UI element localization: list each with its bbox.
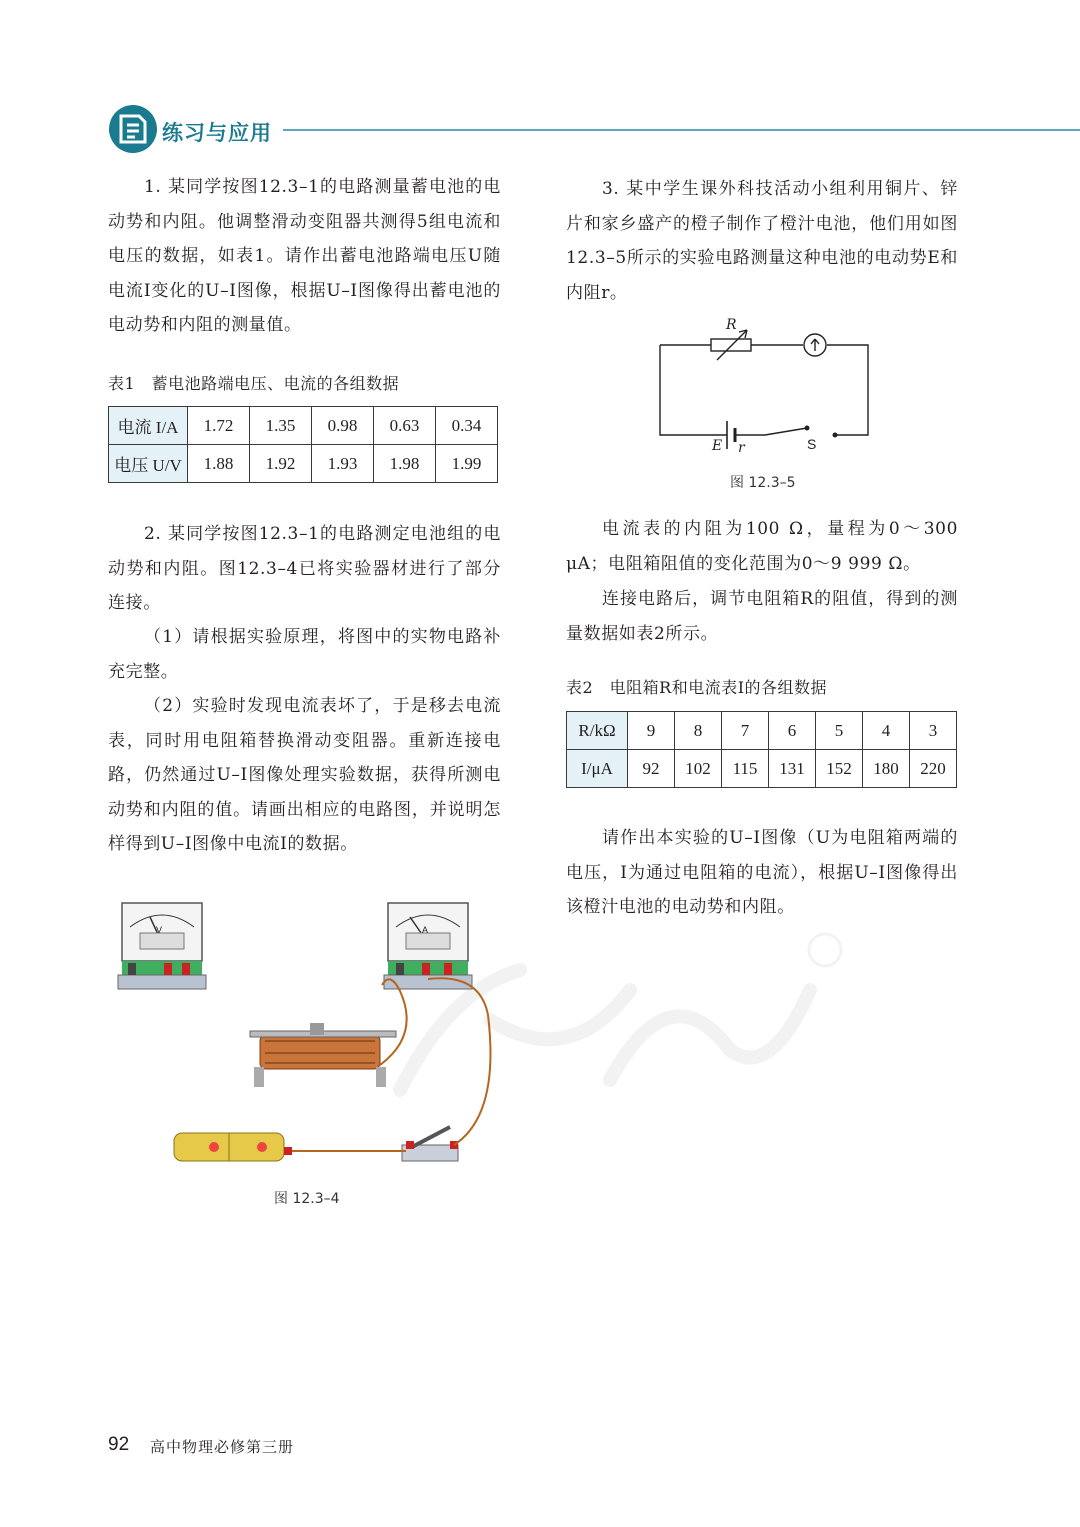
fig-12-3-4-caption: 图 12.3–4	[274, 1191, 340, 1207]
table-cell: 0.63	[374, 407, 436, 445]
table-cell: 3	[910, 712, 957, 750]
q3-text: 3. 某中学生课外科技活动小组利用铜片、锌片和家乡盛产的橙子制作了橙汁电池，他们用如图12.3–5所示的实验电路测量这种电池的电动势E和内阻r。	[566, 179, 958, 303]
book-title: 高中物理必修第三册	[150, 1438, 295, 1456]
q2-part2: （2）实验时发现电流表坏了，于是移去电流表，同时用电阻箱替换滑动变阻器。重新连接电路，仍然通过U–I图像处理实验数据，获得所测电动势和内阻的值。请画出相应的电路图，并说明怎样得到U–I图像中电流I的数据。	[108, 696, 501, 854]
table-cell: 152	[816, 750, 863, 788]
q2-text: 2. 某同学按图12.3–1的电路测定电池组的电动势和内阻。图12.3–4已将实验器材进行了部分连接。	[108, 524, 501, 613]
table-cell: 131	[769, 750, 816, 788]
circuit-label-r: r	[738, 440, 745, 456]
row-header: 电压 U/V	[109, 445, 188, 483]
header-rule	[283, 129, 1080, 131]
circuit-label-R: R	[726, 317, 737, 333]
table-cell: 1.88	[188, 445, 250, 483]
circuit-label-S: S	[807, 436, 817, 452]
table2-caption: 表2 电阻箱R和电流表I的各组数据	[566, 678, 828, 697]
table-row	[567, 712, 957, 750]
table-cell: 4	[863, 712, 910, 750]
table-cell: 7	[722, 712, 769, 750]
row-header: I/μA	[567, 750, 628, 788]
table-cell: 1.99	[436, 445, 498, 483]
table-row	[109, 445, 498, 483]
voltmeter-label: V	[156, 925, 163, 935]
section-title: 练习与应用	[162, 121, 272, 145]
table-cell: 1.72	[188, 407, 250, 445]
table-cell: 115	[722, 750, 769, 788]
circuit-label-E: E	[712, 438, 723, 454]
table-cell: 92	[628, 750, 675, 788]
q3-info2: 连接电路后，调节电阻箱R的阻值，得到的测量数据如表2所示。	[566, 589, 958, 644]
table2	[566, 711, 957, 788]
table-row	[567, 750, 957, 788]
table-row	[109, 407, 498, 445]
table-cell: 102	[675, 750, 722, 788]
q3-info1: 电流表的内阻为100 Ω，量程为0～300 μA；电阻箱阻值的变化范围为0～9 999 Ω。	[566, 519, 958, 574]
voltmeter-icon	[118, 903, 206, 989]
battery-icon	[174, 1133, 292, 1161]
q2-part1: （1）请根据实验原理，将图中的实物电路补充完整。	[108, 627, 501, 682]
section-logo-icon	[108, 104, 158, 158]
table-cell: 6	[769, 712, 816, 750]
table-cell: 1.98	[374, 445, 436, 483]
row-header: 电流 I/A	[109, 407, 188, 445]
q3-closing: 请作出本实验的U–I图像（U为电阻箱两端的电压，I为通过电阻箱的电流），根据U–I图像得出该橙汁电池的电动势和内阻。	[566, 828, 958, 917]
fig-12-3-5-caption: 图 12.3–5	[730, 475, 796, 491]
table-cell: 220	[910, 750, 957, 788]
row-header: R/kΩ	[567, 712, 628, 750]
table-cell: 1.92	[250, 445, 312, 483]
table1	[108, 406, 498, 483]
variable-resistor-icon	[711, 339, 751, 351]
publisher-watermark-icon	[370, 930, 850, 1134]
table-cell: 180	[863, 750, 910, 788]
table-cell: 8	[675, 712, 722, 750]
table-cell: 0.98	[312, 407, 374, 445]
table-cell: 1.35	[250, 407, 312, 445]
ammeter-label: A	[422, 925, 429, 935]
page-number: 92	[108, 1434, 130, 1455]
table-cell: 9	[628, 712, 675, 750]
table-cell: 1.93	[312, 445, 374, 483]
table-cell: 5	[816, 712, 863, 750]
table1-caption: 表1 蓄电池路端电压、电流的各组数据	[108, 374, 400, 393]
circuit-diagram	[655, 317, 875, 456]
table-cell: 0.34	[436, 407, 498, 445]
q1-text: 1. 某同学按图12.3–1的电路测量蓄电池的电动势和内阻。他调整滑动变阻器共测得5组电流和电压的数据，如表1。请作出蓄电池路端电压U随电流I变化的U–I图像，根据U–I图像得出蓄电池的电动势和内阻的测量值。	[108, 177, 501, 335]
